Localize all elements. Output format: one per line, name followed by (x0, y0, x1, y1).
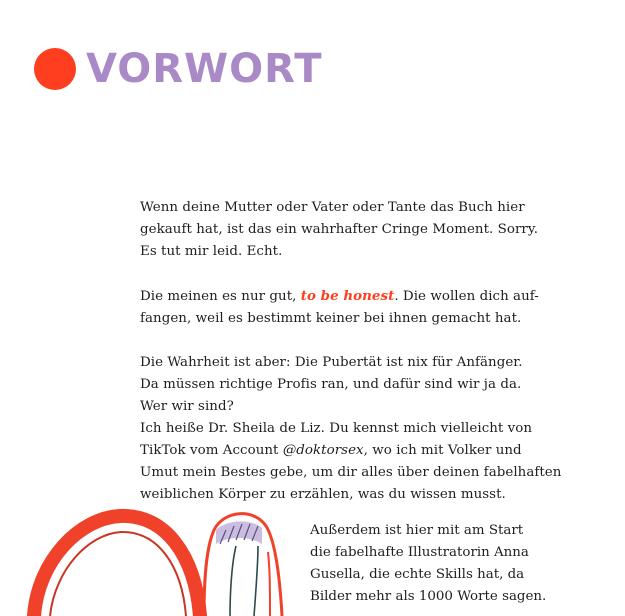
text-line: die fabelhafte Illustratorin Anna (310, 545, 529, 560)
dark-stroke-left (230, 546, 236, 616)
red-ring-outer (34, 516, 200, 616)
text-line: Wenn deine Mutter oder Vater oder Tante das Buch hier (140, 200, 525, 215)
chapter-header (34, 48, 322, 90)
text-line: Gusella, die echte Skills hat, da (310, 567, 525, 582)
red-dot-icon (34, 48, 76, 90)
text-line: Wer wir sind? (140, 399, 234, 414)
foreword-body (140, 197, 560, 506)
drawn-shapes-illustration-icon (0, 500, 300, 616)
text-segment: . Die wollen dich auf- (394, 289, 539, 304)
text-line: Es tut mir leid. Echt. (140, 244, 283, 259)
text-segment: Die meinen es nur gut, (140, 289, 301, 304)
text-line: Die Wahrheit ist aber: Die Pubertät ist nix für Anfänger. (140, 355, 523, 370)
paragraph-2 (140, 285, 560, 330)
text-line (140, 440, 560, 462)
text-line: Umut mein Bestes gebe, um dir alles über deinen fabelhaften (140, 465, 562, 480)
text-line: Da müssen richtige Profis ran, und dafür sind wir ja da. (140, 377, 522, 392)
paragraph-4 (310, 520, 610, 608)
text-line: fangen, weil es bestimmt keiner bei ihnen gemacht hat. (140, 311, 522, 326)
chapter-title: VORWORT (86, 46, 323, 92)
text-segment: , wo ich mit Volker und (363, 443, 522, 458)
text-line: Ich heiße Dr. Sheila de Liz. Du kennst mich vielleicht von (140, 421, 533, 436)
text-segment: TikTok vom Account (140, 443, 283, 458)
text-line: Bilder mehr als 1000 Worte sagen. (310, 589, 547, 604)
text-line: Außerdem ist hier mit am Start (310, 523, 524, 538)
red-stroke-right (268, 552, 270, 616)
text-line (140, 285, 560, 308)
dark-stroke-right (254, 546, 258, 616)
text-line: weiblichen Körper zu erzählen, was du wissen musst. (140, 487, 506, 502)
highlight-phrase: to be honest (300, 288, 395, 304)
tiktok-handle: @doktorsex (282, 443, 364, 458)
paragraph-3 (140, 352, 560, 506)
text-line: gekauft hat, ist das ein wahrhafter Cringe Moment. Sorry. (140, 222, 539, 237)
paragraph-1 (140, 197, 560, 263)
